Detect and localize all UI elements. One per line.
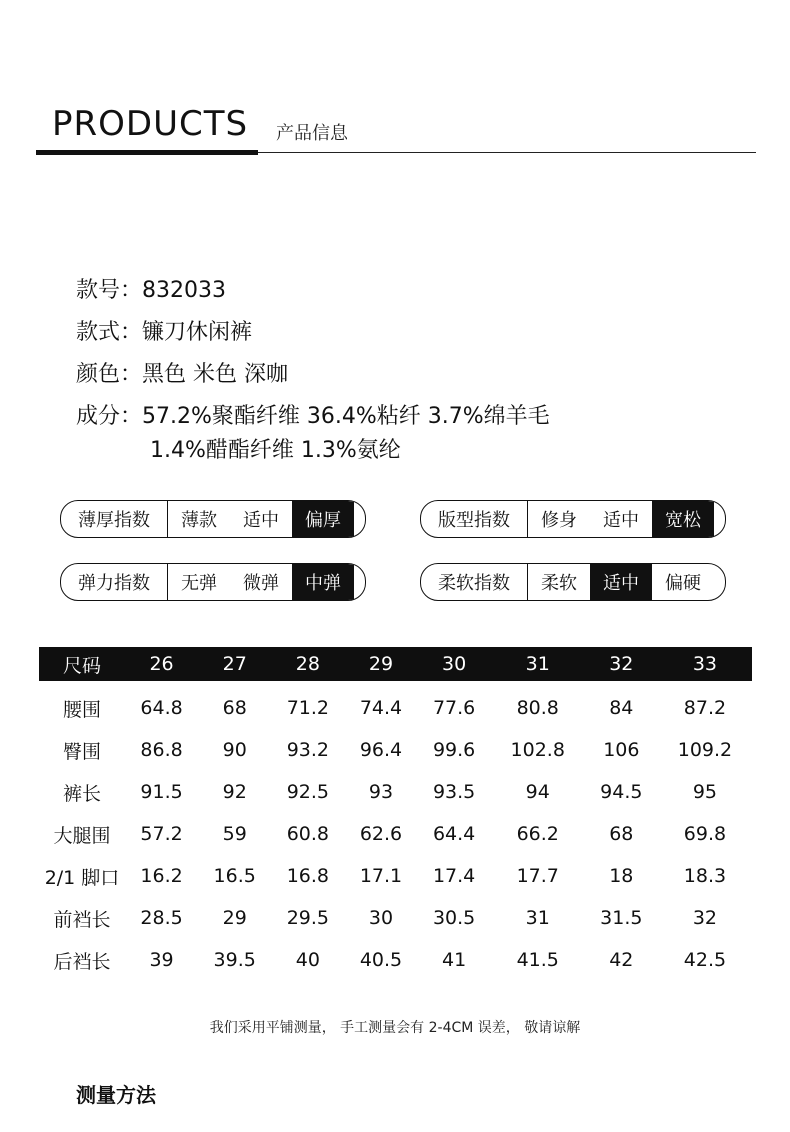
- style-number: 款号：832033: [76, 278, 226, 303]
- table-cell: 96.4: [359, 739, 403, 761]
- table-cell: 71.2: [286, 697, 329, 719]
- table-row: [39, 897, 752, 939]
- page-title-cn: 产品信息: [276, 123, 348, 144]
- table-cell: 16.8: [286, 865, 329, 887]
- index-label: 版型指数: [421, 501, 528, 537]
- table-cell: 41: [442, 949, 467, 971]
- table-cell: 40: [295, 949, 320, 971]
- table-cell: 42.5: [683, 949, 727, 971]
- index-option: 薄款: [181, 510, 217, 531]
- header-cell: 27: [198, 647, 271, 681]
- table-cell: 40.5: [359, 949, 403, 971]
- table-cell: 66.2: [516, 823, 559, 845]
- table-cell: 69.8: [683, 823, 727, 845]
- index-fit: [420, 500, 726, 538]
- composition: 成分：57.2%聚酯纤维 36.4%粘纤 3.7%绵羊毛: [76, 404, 550, 429]
- table-cell: 92.5: [286, 781, 329, 803]
- index-option: 无弹: [181, 573, 217, 594]
- table-cell: 42: [609, 949, 634, 971]
- table-cell: 31: [525, 907, 550, 929]
- header-cell: 29: [344, 647, 417, 681]
- table-cell: 17.7: [516, 865, 559, 887]
- table-cell: 64.8: [140, 697, 183, 719]
- page-title-en: PRODUCTS: [52, 104, 249, 144]
- colors: 颜色：黑色 米色 深咖: [76, 362, 288, 387]
- page-header: [0, 0, 790, 160]
- table-cell: 84: [609, 697, 634, 719]
- table-cell: 86.8: [140, 739, 183, 761]
- index-option-selected: 宽松: [652, 501, 714, 537]
- row-label: 2/1 脚口: [44, 866, 120, 889]
- index-option-selected: 中弹: [292, 564, 354, 600]
- table-cell: 29.5: [286, 907, 329, 929]
- table-cell: 39: [149, 949, 174, 971]
- header-cell: 31: [491, 647, 585, 681]
- row-label: 臀围: [62, 740, 101, 763]
- row-label: 腰围: [62, 698, 101, 721]
- index-elasticity: [60, 563, 366, 601]
- header-cell: 32: [585, 647, 658, 681]
- index-thickness: [60, 500, 366, 538]
- table-cell: 109.2: [677, 739, 733, 761]
- index-option: 修身: [541, 510, 577, 531]
- table-cell: 95: [692, 781, 718, 803]
- table-cell: 30.5: [432, 907, 476, 929]
- table-cell: 28.5: [140, 907, 183, 929]
- row-label: 大腿围: [53, 824, 111, 847]
- header-cell: 30: [418, 647, 491, 681]
- table-cell: 39.5: [213, 949, 256, 971]
- table-cell: 62.6: [359, 823, 403, 845]
- table-cell: 93: [368, 781, 394, 803]
- table-cell: 16.2: [140, 865, 183, 887]
- index-option: 适中: [603, 510, 639, 531]
- table-cell: 91.5: [140, 781, 183, 803]
- size-table-header: [39, 647, 752, 681]
- size-table: [39, 647, 752, 981]
- table-cell: 64.4: [432, 823, 476, 845]
- table-cell: 87.2: [683, 697, 727, 719]
- table-cell: 18: [609, 865, 634, 887]
- row-label: 前裆长: [53, 908, 111, 931]
- index-option: 柔软: [541, 573, 577, 594]
- index-option-selected: 偏厚: [292, 501, 354, 537]
- composition-continued: 1.4%醋酯纤维 1.3%氨纶: [150, 438, 401, 463]
- header-cell: 尺码: [39, 647, 125, 681]
- table-cell: 57.2: [140, 823, 183, 845]
- table-row: [39, 939, 752, 981]
- table-cell: 32: [692, 907, 718, 929]
- table-cell: 68: [222, 697, 247, 719]
- table-cell: 90: [222, 739, 247, 761]
- table-cell: 16.5: [213, 865, 256, 887]
- index-label: 柔软指数: [421, 564, 528, 600]
- index-softness: [420, 563, 726, 601]
- header-cell: 33: [658, 647, 752, 681]
- table-cell: 60.8: [286, 823, 329, 845]
- table-cell: 18.3: [683, 865, 727, 887]
- index-label: 薄厚指数: [61, 501, 168, 537]
- table-cell: 41.5: [516, 949, 559, 971]
- row-label: 裤长: [62, 782, 101, 805]
- measurement-method-title: 测量方法: [76, 1083, 156, 1107]
- index-option-selected: 适中: [590, 564, 652, 600]
- row-label: 后裆长: [53, 950, 111, 973]
- product-info: [76, 270, 550, 472]
- header-cell: 28: [271, 647, 344, 681]
- measurement-note: 我们采用平铺测量， 手工测量会有 2-4CM 误差， 敬请谅解: [209, 1020, 581, 1036]
- index-option: 微弹: [243, 573, 279, 594]
- table-cell: 93.2: [286, 739, 329, 761]
- style-name: 款式：镰刀休闲裤: [76, 320, 253, 345]
- header-accent-bar: [36, 150, 258, 155]
- table-cell: 74.4: [359, 697, 403, 719]
- table-cell: 31.5: [600, 907, 643, 929]
- table-cell: 59: [222, 823, 247, 845]
- table-cell: 93.5: [432, 781, 476, 803]
- header-cell: 26: [125, 647, 198, 681]
- table-cell: 68: [609, 823, 634, 845]
- table-row: [39, 813, 752, 855]
- table-cell: 94.5: [600, 781, 643, 803]
- table-cell: 29: [222, 907, 247, 929]
- index-option: 偏硬: [665, 573, 701, 594]
- table-row: [39, 681, 752, 729]
- table-cell: 92: [222, 781, 247, 803]
- table-row: [39, 771, 752, 813]
- index-option: 适中: [243, 510, 279, 531]
- table-cell: 102.8: [510, 739, 565, 761]
- table-cell: 17.4: [432, 865, 476, 887]
- table-cell: 17.1: [359, 865, 403, 887]
- index-label: 弹力指数: [61, 564, 168, 600]
- table-cell: 77.6: [432, 697, 476, 719]
- table-cell: 80.8: [516, 697, 559, 719]
- table-cell: 30: [368, 907, 394, 929]
- table-cell: 99.6: [432, 739, 476, 761]
- table-row: [39, 729, 752, 771]
- table-cell: 94: [525, 781, 550, 803]
- table-cell: 106: [603, 739, 640, 761]
- table-row: [39, 855, 752, 897]
